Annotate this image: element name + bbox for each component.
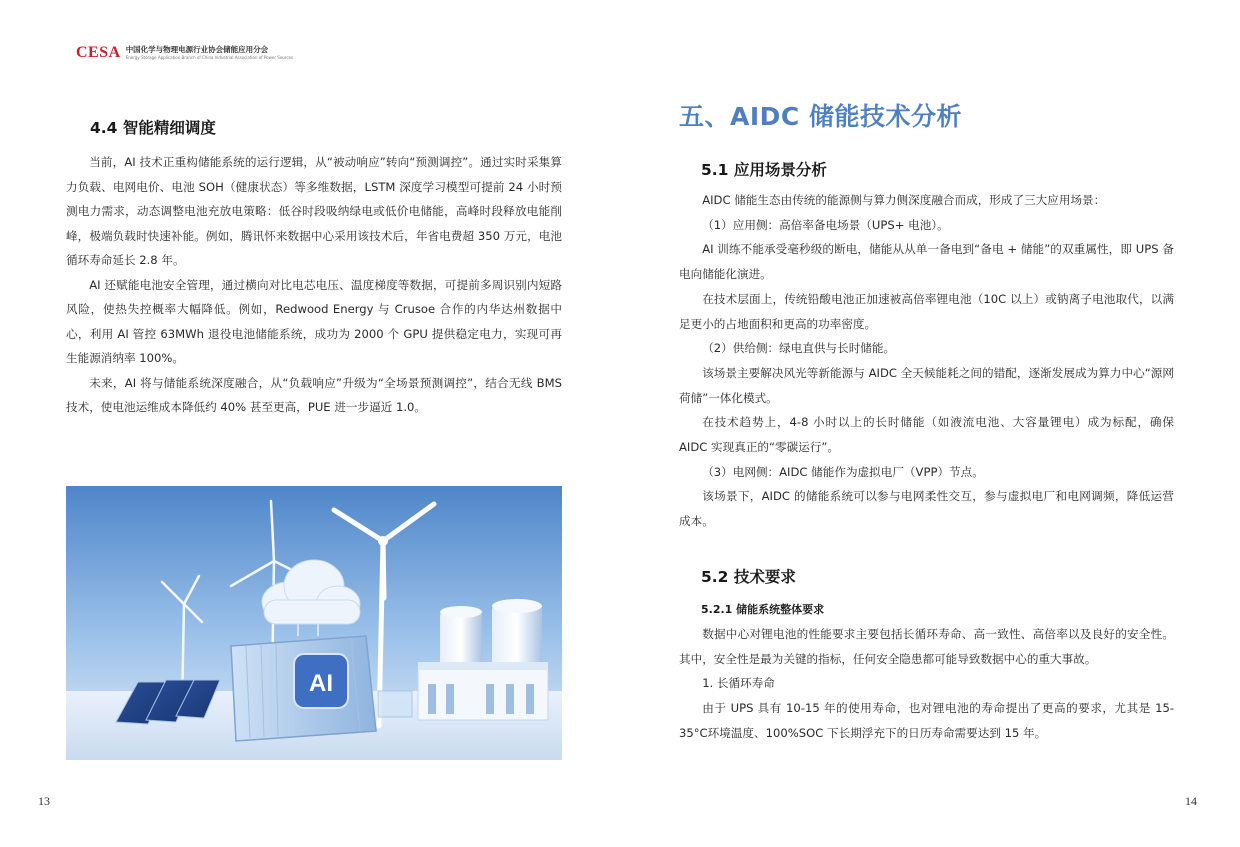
paragraph: 当前，AI 技术正重构储能系统的运行逻辑，从“被动响应”转向“预测调控”。通过实时采集算力负载、电网电价、电池 SOH（健康状态）等多维数据，LSTM 深度学习模型可提前 24 小时预测电力需求，动态调整电池充放电策略：低谷时段吸纳绿电或低价电储能，高峰时段释放电能削峰，极端负载时快速补能。例如，腾讯怀来数据中心采用该技术后，年省电费超 350 万元，电池循环寿命延长 2.8 年。 [66,155,562,267]
left-body-text [66,150,562,420]
page-number-right: 14 [1185,794,1197,808]
paragraph: 该场景下，AIDC 的储能系统可以参与电网柔性交互，参与虚拟电厂和电网调频，降低运营成本。 [679,489,1174,529]
paragraph: 数据中心对锂电池的性能要求主要包括长循环寿命、高一致性、高倍率以及良好的安全性。其中，安全性是最为关键的指标，任何安全隐患都可能导致数据中心的重大事故。 [679,627,1174,666]
paragraph: （2）供给侧：绿电直供与长时储能。 [702,341,896,356]
paragraph: AI 训练不能承受毫秒级的断电，储能从从单一备电到“备电 + 储能”的双重属性，即 UPS 备电向储能化演进。 [679,242,1174,282]
paragraph: 1. 长循环寿命 [702,676,775,691]
logo-chinese-name: 中国化学与物理电源行业协会储能应用分会 [125,45,269,55]
paragraph: （3）电网侧：AIDC 储能作为虚拟电厂（VPP）节点。 [702,464,984,479]
section-title-5-1: 5.1 应用场景分析 [701,161,827,179]
paragraph: （1）应用侧：高倍率备电场景（UPS+ 电池）。 [702,217,949,232]
paragraph: 由于 UPS 具有 10-15 年的使用寿命，也对锂电池的寿命提出了更高的要求，尤其是 15-35°C环境温度、100%SOC 下长期浮充下的日历寿命需要达到 15 年。 [679,701,1174,740]
section-title-5-2: 5.2 技术要求 [701,568,796,586]
paragraph: AI 还赋能电池安全管理，通过横向对比电芯电压、温度梯度等数据，可提前多周识别内短路风险，使热失控概率大幅降低。例如，Redwood Energy 与 Crusoe 合作的内华达州数据中心，利用 AI 管控 63MWh 退役电池储能系统，成功为 2000 个 GPU 提供稳定电力，实现可再生能源消纳率 100%。 [66,277,562,365]
section-5-1-body [679,188,1174,534]
chapter-title: 五、AIDC 储能技术分析 [679,102,962,131]
logo-english-name: Energy Storage Application Branch of China Industrial Association of Power Sources [125,54,294,60]
subsection-title-5-2-1: 5.2.1 储能系统整体要求 [701,603,825,616]
section-5-2-1-body [679,622,1174,746]
paragraph: 在技术层面上，传统铅酸电池正加速被高倍率锂电池（10C 以上）或钠离子电池取代，以满足更小的占地面积和更高的功率密度。 [679,291,1174,331]
ai-chip-label: AI [309,670,333,697]
section-title-4-4: 4.4 智能精细调度 [90,119,216,137]
paragraph: AIDC 储能生态由传统的能源侧与算力侧深度融合而成，形成了三大应用场景： [702,193,1106,207]
paragraph: 在技术趋势上，4-8 小时以上的长时储能（如液流电池、大容量锂电）成为标配，确保 AIDC 实现真正的“零碳运行”。 [679,415,1174,455]
cesa-logo [76,44,293,62]
page-number-left: 13 [38,794,50,808]
logo-mark: CESA [76,44,121,61]
energy-storage-illustration [66,486,562,760]
paragraph: 未来，AI 将与储能系统深度融合，从“负载响应”升级为“全场景预测调控”，结合无线 BMS 技术，使电池运维成本降低约 40% 甚至更高，PUE 进一步逼近 1.0。 [66,375,562,414]
paragraph: 该场景主要解决风光等新能源与 AIDC 全天候能耗之间的错配，逐渐发展成为算力中心“源网荷储”一体化模式。 [679,365,1174,405]
logo-text [126,46,293,60]
